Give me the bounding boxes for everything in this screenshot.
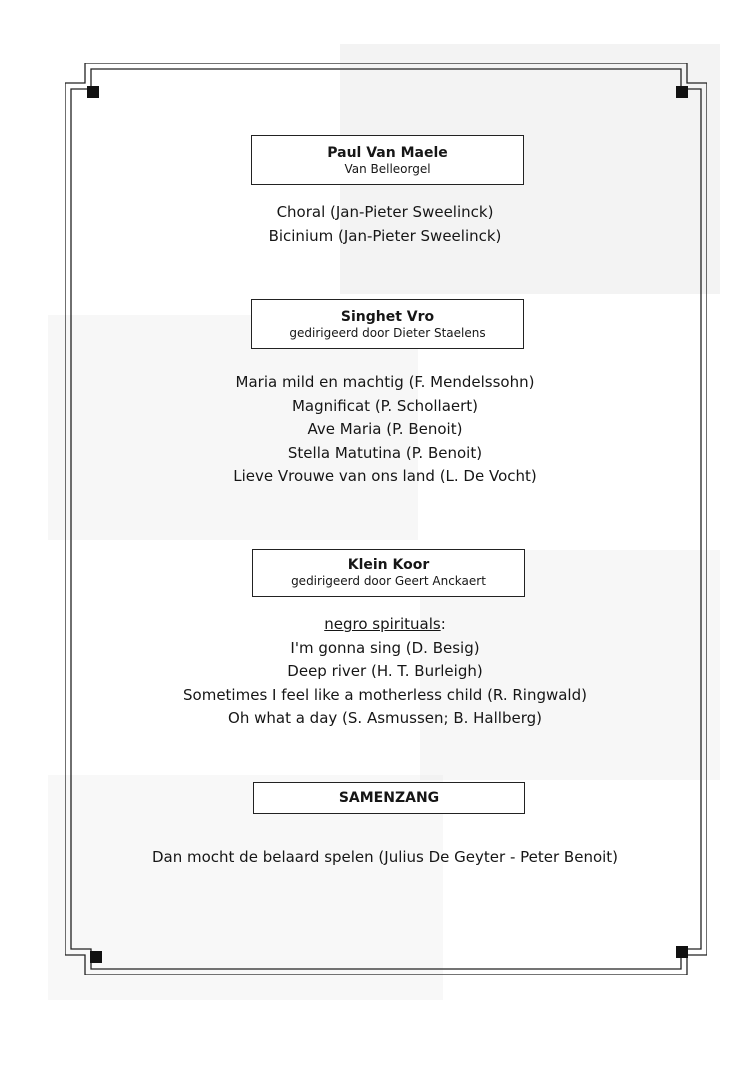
subheading-text: negro spirituals [324,615,441,633]
program-list-section-4 [90,846,680,870]
program-item: Bicinium (Jan-Pieter Sweelinck) [268,226,502,245]
corner-square-icon [676,946,688,958]
program-item: Sometimes I feel like a motherless child (R. Ringwald) [183,685,587,704]
program-item: Oh what a day (S. Asmussen; B. Hallberg) [228,709,542,728]
corner-square-icon [87,86,99,98]
page-border-frame [65,63,707,975]
performer-subtitle: gedirigeerd door Geert Anckaert [291,574,486,588]
performer-name: Singhet Vro [340,309,435,325]
program-item: Magnificat (P. Schollaert) [291,396,479,415]
program-item: Maria mild en machtig (F. Mendelssohn) [235,373,535,391]
program-list-section-2 [90,371,680,489]
corner-square-icon [90,951,102,963]
corner-square-icon [676,86,688,98]
performer-name: Klein Koor [347,557,430,573]
section-title: SAMENZANG [338,790,440,806]
performer-name: Paul Van Maele [327,145,448,161]
performer-subtitle: Van Belleorgel [344,162,431,176]
program-item: Stella Matutina (P. Benoit) [287,443,483,462]
performer-box-klein-koor [252,549,525,597]
performer-box-singhet-vro [251,299,524,349]
program-item: I'm gonna sing (D. Besig) [290,638,480,657]
program-item: Lieve Vrouwe van ons land (L. De Vocht) [233,467,537,486]
subheading-colon: : [440,615,446,633]
program-subheading [90,613,680,637]
program-item: Dan mocht de belaard spelen (Julius De Geyter - Peter Benoit) [151,848,619,866]
performer-box-paul-van-maele [251,135,524,185]
program-item: Choral (Jan-Pieter Sweelinck) [276,203,494,221]
performer-box-samenzang [253,782,525,814]
performer-subtitle: gedirigeerd door Dieter Staelens [289,326,486,340]
border-ornament [65,63,707,975]
program-list-section-1 [90,201,680,248]
program-list-section-3 [90,613,680,731]
program-item: Deep river (H. T. Burleigh) [287,662,483,681]
program-item: Ave Maria (P. Benoit) [307,420,463,439]
